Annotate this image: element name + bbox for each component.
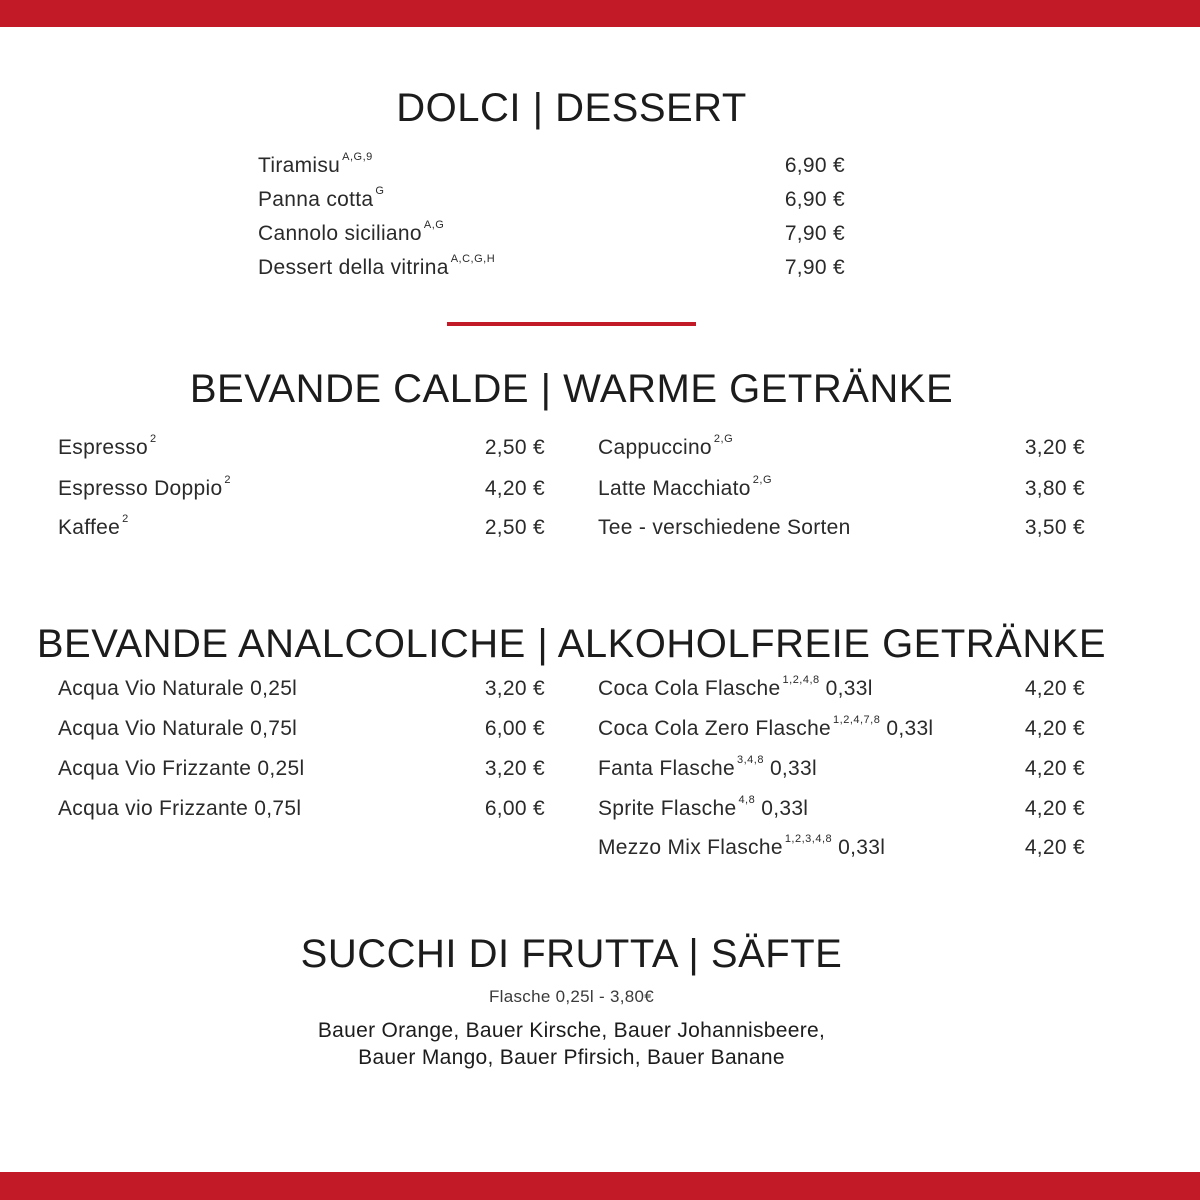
menu-item-price: 4,20 €: [484, 477, 545, 500]
menu-item-price: 3,20 €: [484, 677, 545, 700]
menu-item-name: Cannolo siciliano $^{A,G}$: [258, 219, 445, 245]
menu-item-name: Espresso $^2$: [58, 433, 157, 459]
allergen-note: 2,G: [713, 433, 734, 445]
allergen-note: 1,2,3,4,8: [784, 833, 833, 845]
menu-item-price: 7,90 €: [784, 256, 845, 279]
menu-item-price: 4,20 €: [1024, 757, 1085, 780]
allergen-note: 4,8: [738, 794, 756, 806]
section-divider: [447, 322, 696, 326]
top-red-bar: [0, 0, 1200, 27]
menu-item-price: 4,20 €: [1024, 836, 1085, 859]
section-heading-dolci: DOLCI | DESSERT: [396, 86, 747, 130]
menu-item-name: Acqua Vio Naturale 0,75l: [58, 717, 298, 740]
menu-item-price: 6,90 €: [784, 154, 845, 177]
volume-label: 0,33l: [761, 797, 809, 820]
volume-label: 0,33l: [838, 836, 886, 859]
volume-label: 0,33l: [769, 757, 817, 780]
menu-item-price: 7,90 €: [784, 222, 845, 245]
menu-item-name: Mezzo Mix Flasche $^{1,2,3,4,8}$ 0,33l: [598, 833, 886, 859]
menu-item-name: Dessert della vitrina $^{A,C,G,H}$: [258, 253, 496, 279]
menu-item-price: 2,50 €: [484, 436, 545, 459]
bottom-red-bar: [0, 1172, 1200, 1200]
menu-item-name: Tee - verschiedene Sorten: [598, 516, 851, 539]
section-heading-analcoliche: BEVANDE ANALCOLICHE | ALKOHOLFREIE GETRÄNKE: [36, 622, 1107, 666]
menu-item-price: 6,00 €: [484, 717, 545, 740]
allergen-note: 1,2,4,7,8: [833, 714, 881, 726]
menu-item-name: Sprite Flasche $^{4,8}$ 0,33l: [598, 794, 809, 820]
allergen-note: A,G,9: [342, 151, 373, 163]
allergen-note: A,G: [423, 219, 445, 231]
allergen-note: 2,G: [752, 474, 772, 486]
juice-list-line-2: Bauer Mango, Bauer Pfirsich, Bauer Banane: [358, 1046, 785, 1069]
menu-item-price: 6,90 €: [784, 188, 845, 211]
menu-item-name: Kaffee $^2$: [58, 513, 129, 539]
menu-item-name: Coca Cola Flasche $^{1,2,4,8}$ 0,33l: [598, 674, 873, 700]
juice-bottle-price: Flasche 0,25l - 3,80€: [488, 987, 655, 1006]
menu-item-name: Latte Macchiato $^{2,G}$: [598, 474, 772, 500]
menu-item-name: Tiramisu $^{A,G,9}$: [258, 151, 373, 177]
volume-label: 0,33l: [886, 717, 934, 740]
juice-list-line-1: Bauer Orange, Bauer Kirsche, Bauer Johannisbeere,: [317, 1019, 826, 1042]
allergen-note: 3,4,8: [736, 754, 764, 766]
section-heading-succhi: SUCCHI DI FRUTTA | SÄFTE: [300, 932, 843, 976]
menu-item-price: 3,20 €: [484, 757, 545, 780]
menu-item-price: 3,80 €: [1024, 477, 1085, 500]
menu-item-name: Panna cotta $^G$: [258, 185, 385, 211]
allergen-note: 1,2,4,8: [782, 674, 820, 686]
section-heading-calde: BEVANDE CALDE | WARME GETRÄNKE: [189, 367, 954, 411]
allergen-note: 2: [224, 474, 232, 486]
menu-item-name: Coca Cola Zero Flasche $^{1,2,4,7,8}$ 0,33l: [598, 714, 934, 740]
menu-item-name: Acqua Vio Frizzante 0,25l: [58, 757, 305, 780]
menu-item-price: 2,50 €: [484, 516, 545, 539]
menu-item-price: 4,20 €: [1024, 797, 1085, 820]
allergen-note: 2: [149, 433, 157, 445]
menu-item-name: Fanta Flasche $^{3,4,8}$ 0,33l: [598, 754, 817, 780]
allergen-note: 2: [122, 513, 129, 525]
menu-item-price: 6,00 €: [484, 797, 545, 820]
menu-item-price: 4,20 €: [1024, 717, 1085, 740]
menu-item-price: 4,20 €: [1024, 677, 1085, 700]
menu-item-name: Cappuccino $^{2,G}$: [598, 433, 734, 459]
menu-item-price: 3,50 €: [1024, 516, 1085, 539]
menu-item-price: 3,20 €: [1024, 436, 1085, 459]
menu-item-name: Espresso Doppio $^2$: [58, 474, 232, 500]
menu-item-name: Acqua Vio Naturale 0,25l: [58, 677, 298, 700]
volume-label: 0,33l: [825, 677, 873, 700]
allergen-note: A,C,G,H: [450, 253, 496, 265]
menu-item-name: Acqua vio Frizzante 0,75l: [58, 797, 302, 820]
allergen-note: G: [375, 185, 385, 197]
